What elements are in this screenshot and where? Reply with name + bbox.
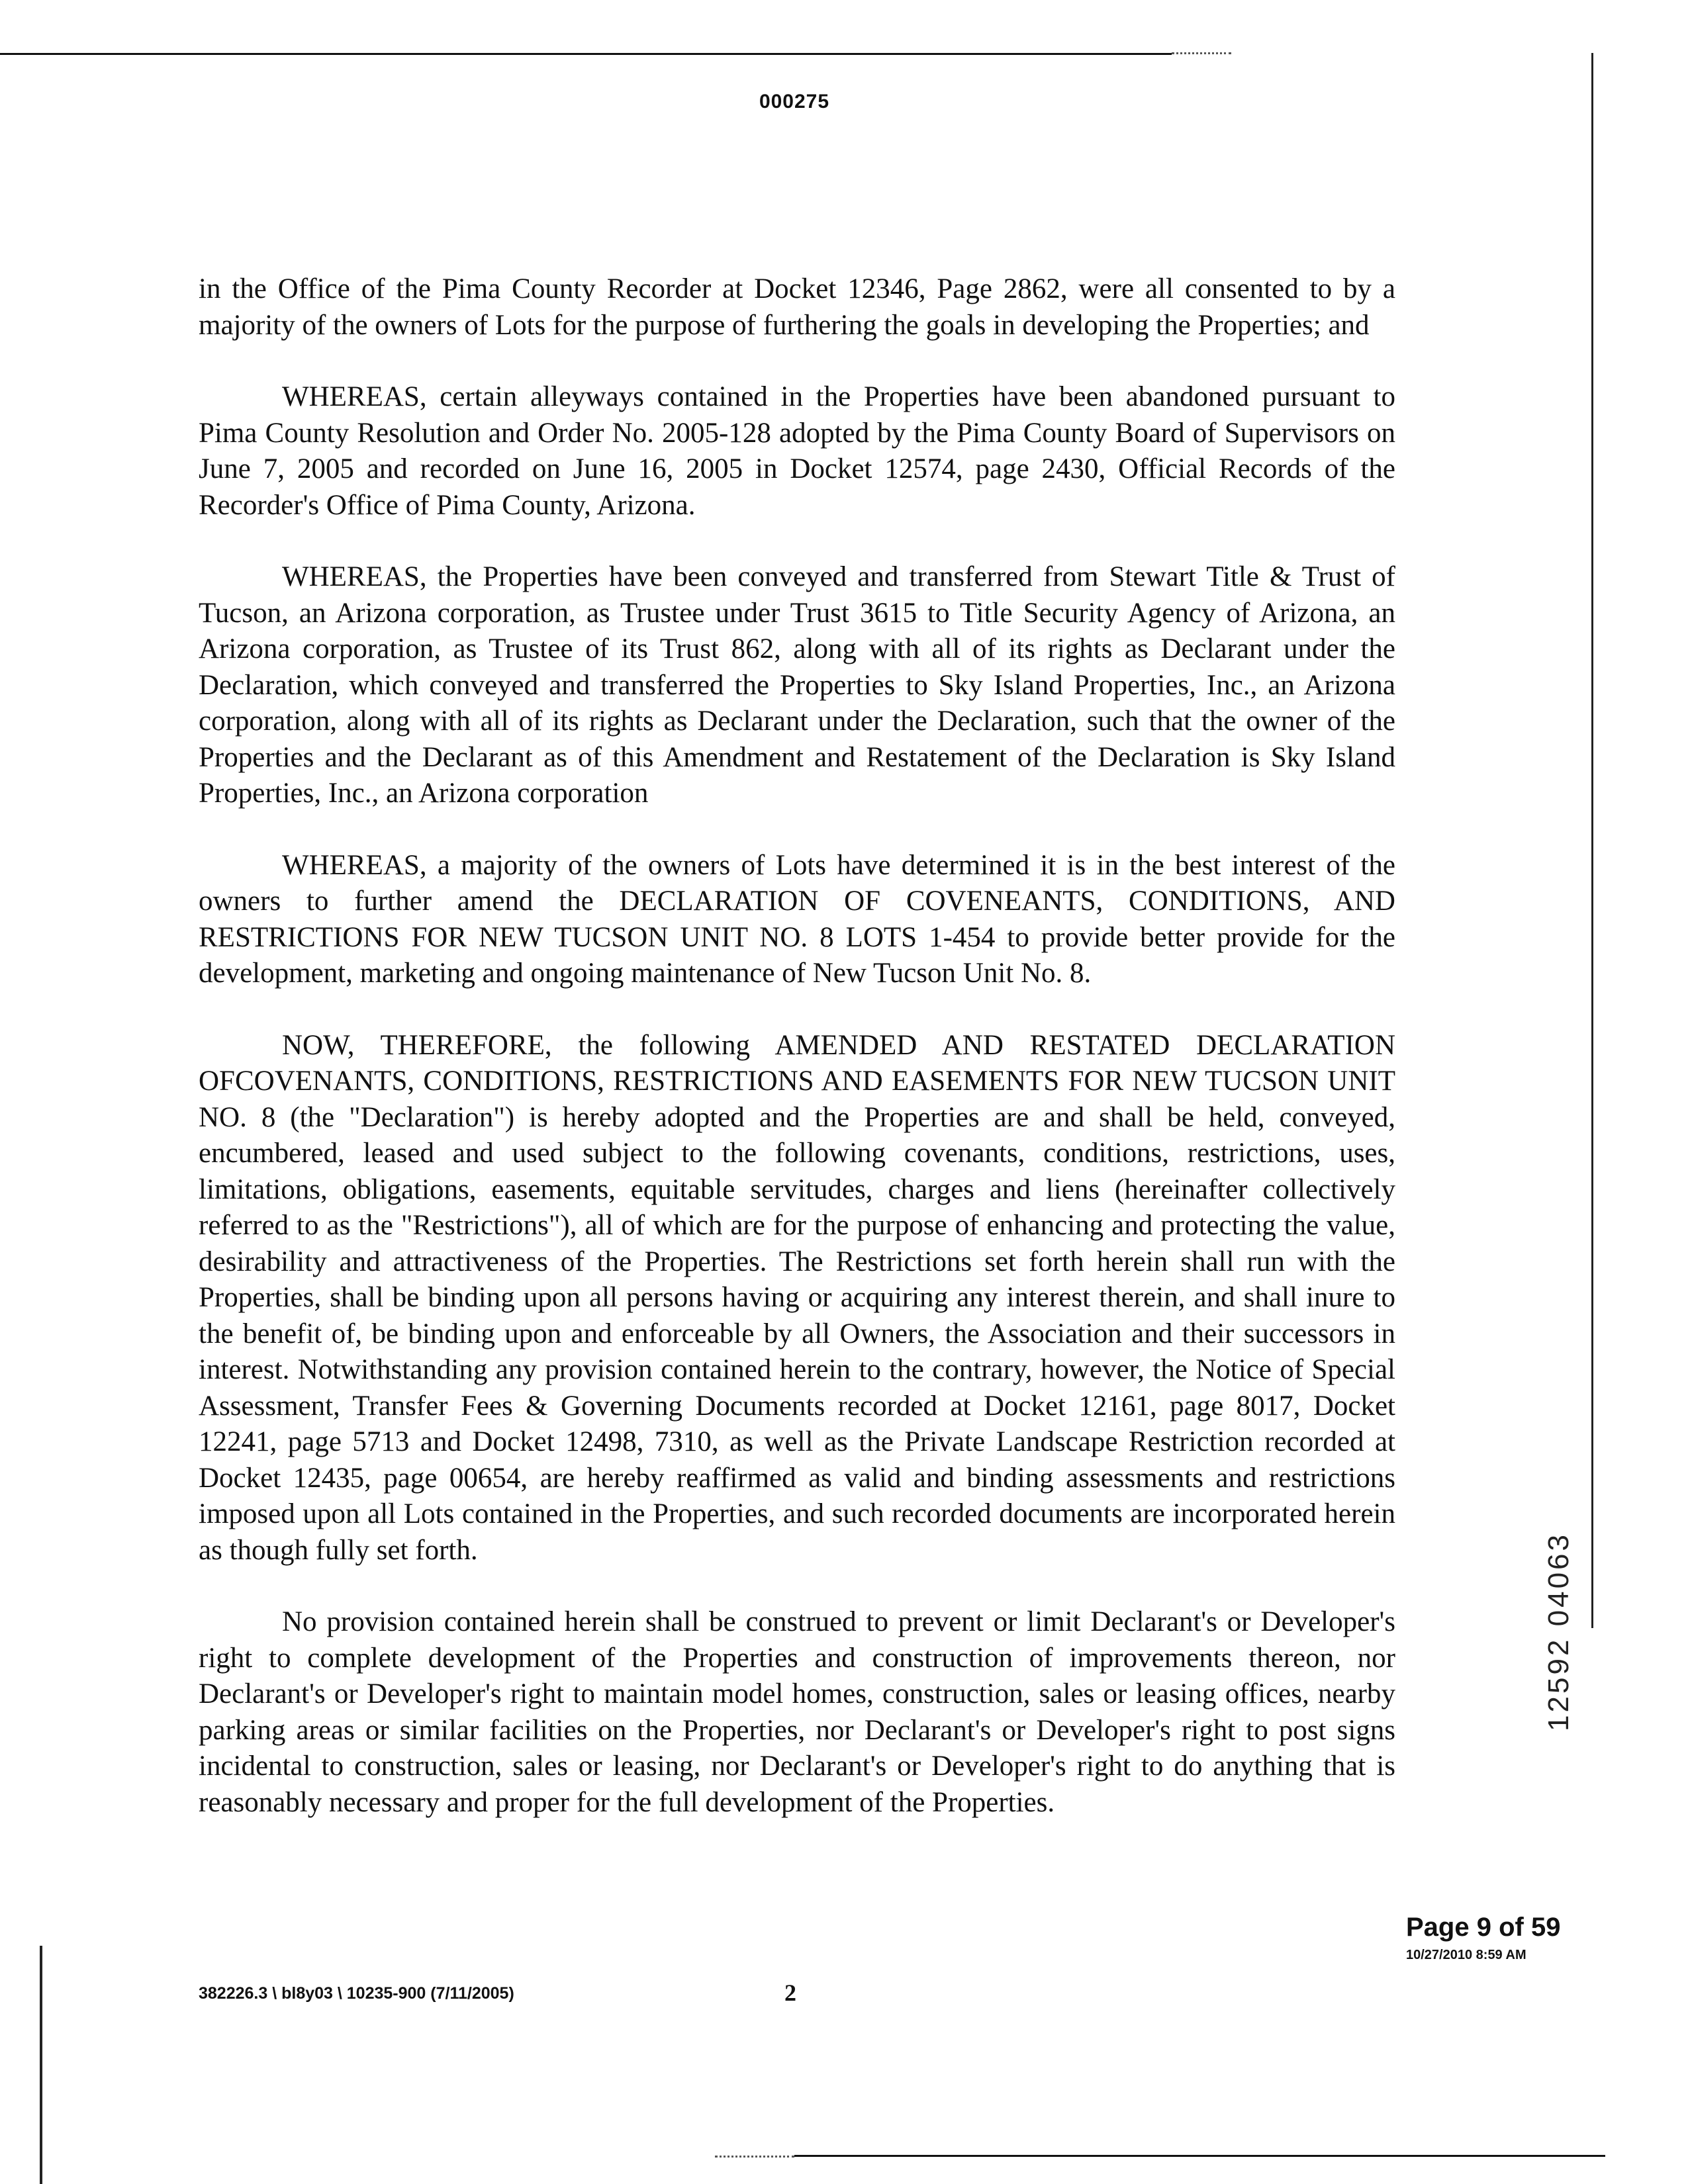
paragraph-whereas-alleyways: WHEREAS, certain alleyways contained in the Properties have been abandoned pursuant to Pima County Resolution and Order No. 2005-128 adopted by the Pima County Board of Supervisors on June 7, 2005 and recorded on June 16, 2005 in Docket 12574, page 2430, Official Records of the Recorder's Office of Pima County, Arizona.: [199, 381, 1395, 521]
paragraph-whereas-conveyed: WHEREAS, the Properties have been conveyed and transferred from Stewart Title & Trust of Tucson, an Arizona corporation, as Trustee under Trust 3615 to Title Security Agency of Arizona, an Arizona corporation, as Trustee of its Trust 862, along with all of its rights as Declarant under the Declaration, which conveyed and transferred the Properties to Sky Island Properties, Inc., an Arizona corporation, along with all of its rights as Declarant under the Declaration, such that the owner of the Properties and the Declarant as of this Amendment and Restatement of the Declaration is Sky Island Properties, Inc., an Arizona corporation: [199, 561, 1395, 809]
paragraph-whereas-majority: WHEREAS, a majority of the owners of Lots have determined it is in the best interest of the owners to further amend the DECLARATION OF COVENEANTS, CONDITIONS, AND RESTRICTIONS FOR NEW TUCSON UNIT NO. 8 LOTS 1-454 to provide better provide for the development, marketing and ongoing maintenance of New Tucson Unit No. 8.: [199, 849, 1395, 989]
page-counter: Page 9 of 59: [1406, 1913, 1561, 1942]
top-rule-dotted: [1172, 52, 1231, 54]
right-margin-line: [1591, 53, 1593, 1628]
page-number: 2: [784, 1979, 796, 2006]
recording-stamp-number: 000275: [759, 91, 830, 113]
bottom-rule: [794, 2155, 1605, 2157]
paragraph-no-provision: No provision contained herein shall be construed to prevent or limit Declarant's or Developer's right to complete development of the Properties and construction of improvements thereon, nor Declarant's or Developer's right to maintain model homes, construction, sales or leasing offices, nearby parking areas or similar facilities on the Properties, nor Declarant's or Developer's right to post signs incidental to construction, sales or leasing, nor Declarant's or Developer's right to do anything that is reasonably necessary and proper for the full development of the Properties.: [199, 1606, 1395, 1818]
side-recording-number: 12592 04063: [1542, 1532, 1575, 1731]
document-reference: 382226.3 \ bl8y03 \ 10235-900 (7/11/2005): [199, 1984, 514, 2003]
left-margin-line: [40, 1946, 42, 2184]
print-timestamp: 10/27/2010 8:59 AM: [1406, 1948, 1526, 1962]
document-body: [199, 271, 1395, 1856]
top-rule: [0, 53, 1172, 55]
paragraph-now-therefore: NOW, THEREFORE, the following AMENDED AND RESTATED DECLARATION OFCOVENANTS, CONDITIONS, RESTRICTIONS AND EASEMENTS FOR NEW TUCSON UNIT NO. 8 (the "Declaration") is hereby adopted and the Properties are and shall be held, conveyed, encumbered, leased and used subject to the following covenants, conditions, restrictions, uses, limitations, obligations, easements, equitable servitudes, charges and liens (hereinafter collectively referred to as the "Restrictions"), all of which are for the purpose of enhancing and protecting the value, desirability and attractiveness of the Properties. The Restrictions set forth herein shall run with the Properties, shall be binding upon all persons having or acquiring any interest therein, and shall inure to the benefit of, be binding upon and enforceable by all Owners, the Association and their successors in interest. Notwithstanding any provision contained herein to the contrary, however, the Notice of Special Assessment, Transfer Fees & Governing Documents recorded at Docket 12161, page 8017, Docket 12241, page 5713 and Docket 12498, 7310, as well as the Private Landscape Restriction recorded at Docket 12435, page 00654, are hereby reaffirmed as valid and binding assessments and restrictions imposed upon all Lots contained in the Properties, and such recorded documents are incorporated herein as though fully set forth.: [199, 1029, 1395, 1566]
paragraph-continuation: in the Office of the Pima County Recorder at Docket 12346, Page 2862, were all consented to by a majority of the owners of Lots for the purpose of furthering the goals in developing the Properties; and: [199, 273, 1395, 341]
bottom-rule-dotted: [715, 2156, 794, 2158]
